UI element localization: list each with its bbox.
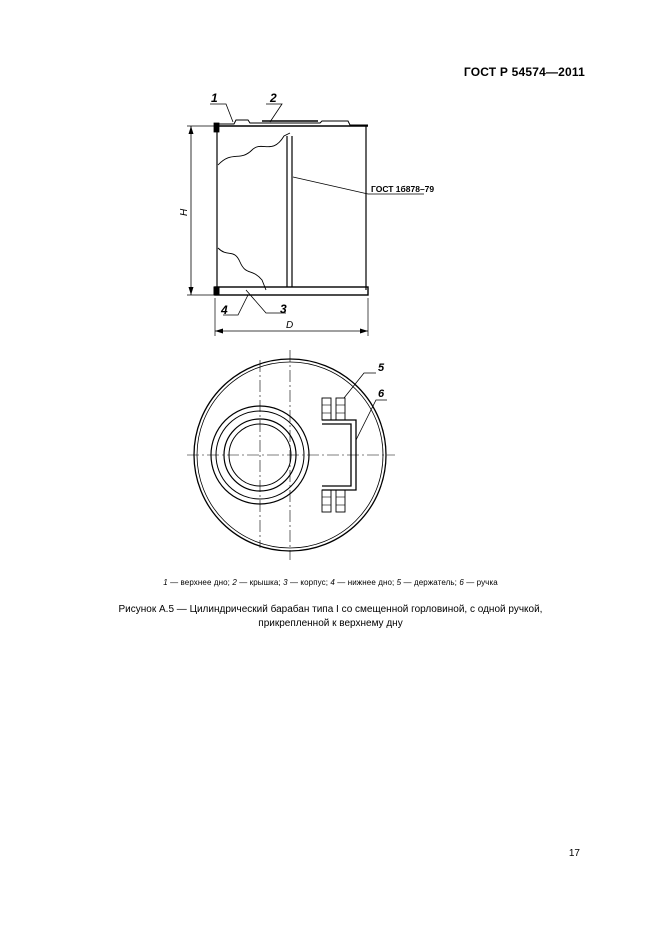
legend-num-5: 5 (396, 578, 402, 587)
callout-5: 5 (378, 362, 385, 374)
bottom-rim-left (214, 287, 219, 295)
top-view (187, 350, 395, 560)
leader-6 (356, 400, 387, 440)
legend-num-1: 1 (163, 578, 168, 587)
legend-text-2: — крышка; (236, 578, 284, 587)
legend-text-5: — держатель; (401, 578, 460, 587)
legend-num-3: 3 (283, 578, 288, 587)
bottom-plate (215, 287, 368, 295)
break-line-bottom (218, 248, 266, 290)
page-number: 17 (568, 848, 580, 859)
break-line-top (218, 133, 290, 165)
dim-height-label: H (179, 208, 190, 216)
top-view-labels (378, 362, 385, 400)
dim-diameter-label: D (286, 320, 294, 331)
legend-num-6: 6 (459, 578, 464, 587)
caption-line-2: прикрепленной к верхнему дну (258, 618, 403, 629)
legend-text-1: — верхнее дно; (167, 578, 233, 587)
caption-line-1: Рисунок А.5 — Цилиндрический барабан типа I со смещенной горловиной, с одной ручкой, (118, 604, 543, 615)
figure-caption (0, 603, 661, 631)
legend-num-2: 2 (232, 578, 237, 587)
callout-2: 2 (270, 91, 277, 105)
leader-1 (210, 104, 233, 122)
side-view (187, 104, 424, 336)
document-code: ГОСТ Р 54574—2011 (463, 65, 585, 79)
holder-bottom (322, 490, 345, 512)
dim-d-arrow-left (215, 329, 223, 334)
leader-2 (266, 104, 282, 122)
top-rim-left (214, 123, 219, 132)
figure-legend (0, 578, 661, 587)
callout-6: 6 (378, 388, 385, 400)
gost-reference: ГОСТ 1б878–79 (371, 184, 435, 194)
legend-text-4: — нижнее дно; (334, 578, 397, 587)
dim-h-arrow-top (189, 126, 194, 134)
dim-d-arrow-right (360, 329, 368, 334)
legend-num-4: 4 (330, 578, 335, 587)
callout-3: 3 (280, 302, 287, 316)
dim-h-arrow-bottom (189, 287, 194, 295)
holder-top (322, 398, 345, 420)
callout-1: 1 (211, 91, 218, 105)
legend-text-3: — корпус; (287, 578, 331, 587)
legend-text-6: — ручка (463, 578, 498, 587)
callout-4: 4 (221, 303, 228, 317)
